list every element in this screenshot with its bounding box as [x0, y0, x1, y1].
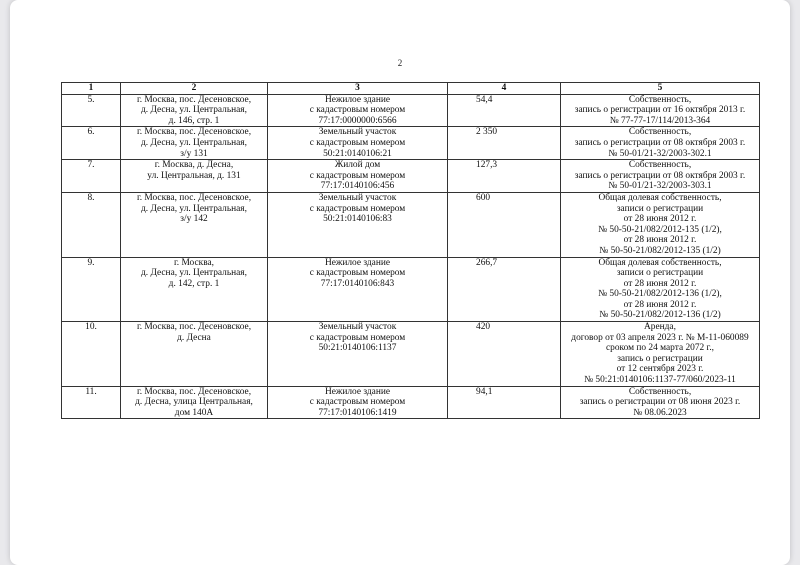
object-cell	[268, 192, 448, 257]
column-header-4: 4	[448, 83, 561, 95]
right-line: записи о регистрации	[616, 203, 704, 214]
right-line: запись о регистрации	[617, 353, 703, 364]
address-cell	[121, 127, 268, 160]
address-line: дом 140А	[174, 407, 214, 418]
address-cell	[121, 386, 268, 419]
address-line: д. 146, стр. 1	[168, 115, 220, 126]
object-cell	[268, 386, 448, 419]
right-line: Общая долевая собственность,	[598, 192, 722, 203]
object-cell	[268, 322, 448, 387]
column-header-2: 2	[121, 83, 268, 95]
right-line: № 50-01/21-32/2003-302.1	[608, 148, 712, 159]
row-number-cell: 9.	[62, 257, 121, 322]
table-row	[62, 160, 760, 193]
address-line: г. Москва, пос. Десеновское,	[136, 322, 252, 333]
address-line: г. Москва, пос. Десеновское,	[136, 94, 252, 105]
address-cell	[121, 192, 268, 257]
right-line: от 28 июня 2012 г.	[623, 214, 697, 225]
object-line: с кадастровым номером	[309, 137, 406, 148]
table-row	[62, 257, 760, 322]
right-line: № 50-50-21/082/2012-135 (1/2),	[598, 224, 722, 235]
right-line: сроком по 24 марта 2072 г.,	[605, 343, 715, 354]
right-line: запись о регистрации от 08 июня 2023 г.	[579, 397, 741, 408]
object-line: с кадастровым номером	[309, 170, 406, 181]
right-line: Собственность,	[628, 160, 692, 171]
right-line: от 28 июня 2012 г.	[623, 278, 697, 289]
right-cell	[561, 192, 760, 257]
address-line: д. Десна, ул. Центральная,	[141, 268, 247, 279]
right-cell	[561, 127, 760, 160]
object-line: с кадастровым номером	[309, 203, 406, 214]
address-cell	[121, 257, 268, 322]
right-line: № 50-01/21-32/2003-303.1	[608, 181, 712, 192]
address-line: д. Десна, ул. Центральная,	[141, 105, 247, 116]
row-number-cell: 6.	[62, 127, 121, 160]
address-cell	[121, 94, 268, 127]
area-cell: 94,1	[448, 386, 561, 419]
right-line: № 50-50-21/082/2012-136 (1/2),	[598, 289, 722, 300]
right-cell	[561, 94, 760, 127]
column-header-1: 1	[62, 83, 121, 95]
right-cell	[561, 257, 760, 322]
right-line: Собственность,	[628, 127, 692, 138]
address-line: з/у 142	[180, 214, 208, 225]
object-line: Нежилое здание	[324, 257, 391, 268]
table-row	[62, 192, 760, 257]
address-line: з/у 131	[180, 148, 208, 159]
table-row	[62, 322, 760, 387]
row-number-cell: 8.	[62, 192, 121, 257]
area-cell: 127,3	[448, 160, 561, 193]
table-row	[62, 94, 760, 127]
object-line: 77:17:0140106:843	[320, 278, 395, 289]
column-header-3: 3	[268, 83, 448, 95]
address-line: г. Москва, пос. Десеновское,	[136, 386, 252, 397]
address-cell	[121, 160, 268, 193]
object-line: 77:17:0140106:456	[320, 181, 395, 192]
object-line: 50:21:0140106:1137	[318, 343, 397, 354]
row-number-cell: 11.	[62, 386, 121, 419]
area-cell: 266,7	[448, 257, 561, 322]
right-line: № 08.06.2023	[633, 407, 687, 418]
right-line: № 50:21:0140106:1137-77/060/2023-11	[584, 375, 736, 386]
table-row	[62, 386, 760, 419]
area-cell: 420	[448, 322, 561, 387]
right-line: Собственность,	[628, 386, 692, 397]
page-number: 2	[397, 58, 403, 68]
object-line: Нежилое здание	[324, 94, 391, 105]
object-line: 77:17:0140106:1419	[318, 407, 397, 418]
right-cell	[561, 386, 760, 419]
right-line: записи о регистрации	[616, 268, 704, 279]
right-line: Общая долевая собственность,	[598, 257, 722, 268]
object-line: 50:21:0140106:83	[323, 214, 392, 225]
object-line: с кадастровым номером	[309, 105, 406, 116]
right-line: Собственность,	[628, 94, 692, 105]
area-cell: 54,4	[448, 94, 561, 127]
area-cell: 600	[448, 192, 561, 257]
object-cell	[268, 257, 448, 322]
right-line: от 28 июня 2012 г.	[623, 299, 697, 310]
object-line: Жилой дом	[334, 160, 381, 171]
address-line: д. Десна	[177, 332, 211, 343]
address-line: д. Десна, улица Центральная,	[135, 397, 253, 408]
address-line: д. Десна, ул. Центральная,	[141, 203, 247, 214]
right-line: № 77-77-17/114/2013-364	[609, 115, 711, 126]
object-line: 77:17:0000000:6566	[318, 115, 397, 126]
object-line: Земельный участок	[318, 127, 397, 138]
row-number-cell: 10.	[62, 322, 121, 387]
object-cell	[268, 160, 448, 193]
address-line: г. Москва, пос. Десеновское,	[136, 192, 252, 203]
object-line: Нежилое здание	[324, 386, 391, 397]
right-line: запись о регистрации от 08 октября 2003 г.	[574, 137, 746, 148]
object-line: Земельный участок	[318, 322, 397, 333]
document-page	[10, 0, 790, 565]
table-row	[62, 127, 760, 160]
object-line: Земельный участок	[318, 192, 397, 203]
column-header-5: 5	[561, 83, 760, 95]
right-line: договор от 03 апреля 2023 г. № М-11-060089	[571, 332, 749, 343]
object-line: с кадастровым номером	[309, 268, 406, 279]
address-line: г. Москва, пос. Десеновское,	[136, 127, 252, 138]
object-line: с кадастровым номером	[309, 397, 406, 408]
row-number-cell: 7.	[62, 160, 121, 193]
right-line: № 50-50-21/082/2012-135 (1/2)	[599, 245, 721, 256]
address-line: г. Москва,	[173, 257, 215, 268]
object-cell	[268, 127, 448, 160]
address-line: д. Десна, ул. Центральная,	[141, 137, 247, 148]
address-line: ул. Центральная, д. 131	[147, 170, 241, 181]
right-cell	[561, 322, 760, 387]
right-line: запись о регистрации от 16 октября 2013 г.	[574, 105, 746, 116]
right-cell	[561, 160, 760, 193]
property-table	[61, 82, 760, 419]
address-cell	[121, 322, 268, 387]
object-line: с кадастровым номером	[309, 332, 406, 343]
row-number-cell: 5.	[62, 94, 121, 127]
table-header-row	[62, 83, 760, 95]
right-line: № 50-50-21/082/2012-136 (1/2)	[599, 310, 721, 321]
address-line: д. 142, стр. 1	[168, 278, 220, 289]
right-line: запись о регистрации от 08 октября 2003 г.	[574, 170, 746, 181]
address-line: г. Москва, д. Десна,	[154, 160, 234, 171]
object-line: 50:21:0140106:21	[323, 148, 392, 159]
right-line: от 12 сентября 2023 г.	[616, 364, 704, 375]
right-line: Аренда,	[644, 322, 676, 333]
object-cell	[268, 94, 448, 127]
right-line: от 28 июня 2012 г.	[623, 235, 697, 246]
area-cell: 2 350	[448, 127, 561, 160]
